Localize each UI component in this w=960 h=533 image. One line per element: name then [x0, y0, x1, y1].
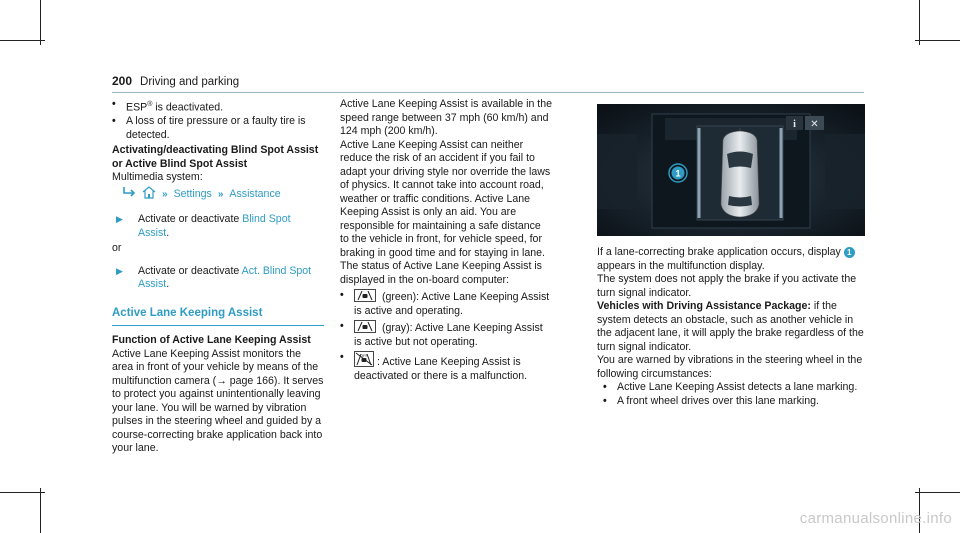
column-middle [340, 98, 552, 383]
list-item [597, 395, 865, 409]
page-header [112, 74, 239, 88]
section-title: Active Lane Keeping Assist [112, 306, 263, 319]
multifunction-display-image [597, 104, 865, 236]
crop-mark [0, 492, 45, 493]
paragraph: Active Lane Keeping Assist can neither reduce the risk of an accident if you fail to adapt your driving style nor override the laws of physics. It cannot take into account road, weather or traffic conditions. Active Lane Keeping Assist is only an aid. You are responsible for maintaining a safe distance to the vehicle in front, for vehicle speed, for braking in good time and for staying in lane. [340, 138, 551, 259]
bullet-glyph: • [112, 98, 116, 110]
list-item [112, 115, 324, 142]
status-text: (green): Active Lane Keeping Assist is active and operating. [354, 291, 550, 317]
crop-mark [919, 0, 920, 45]
lane-keeping-green-icon [354, 289, 376, 302]
bullet-text: A front wheel drives over this lane marking. [617, 394, 819, 407]
subheading: Activating/deactivating Blind Spot Assist or Active Blind Spot Assist [112, 144, 319, 170]
column-left [112, 98, 324, 456]
header-divider [112, 92, 864, 93]
step-text: . [166, 226, 170, 239]
esp-label: ESP [126, 101, 148, 114]
status-text: (gray): Active Lane Keeping Assist is active but not operating. [354, 322, 543, 348]
crop-mark [40, 488, 41, 533]
close-icon[interactable]: ✕ [810, 119, 819, 130]
bullet-text: Active Lane Keeping Assist detects a lane marking. [617, 381, 858, 393]
subheading: Function of Active Lane Keeping Assist [112, 334, 311, 347]
step-text: Activate or deactivate [138, 213, 243, 226]
crop-mark [915, 492, 960, 493]
or-label: or [112, 242, 122, 255]
section-divider [112, 325, 324, 326]
column-right [597, 98, 865, 408]
paragraph: Active Lane Keeping Assist monitors the area in front of your vehicle by means of the multifunction camera (→ page 166). It serves to protect you against unintentionally leaving your lane. You will be warned by vibration pulses in the steering wheel and guided by a course-correcting brake application back into your lane. [112, 347, 324, 455]
page-number: 200 [112, 74, 133, 88]
bullet-text: A loss of tire pressure or a faulty tire is detected. [126, 115, 306, 141]
step-text: Activate or deactivate [138, 264, 242, 277]
bold-lead: Vehicles with Driving Assistance Package: [597, 300, 811, 312]
bullet-glyph: • [603, 381, 607, 393]
paragraph: The system does not apply the brake if you activate the turn signal indicator. [597, 273, 857, 299]
step-arrow-icon: ▶ [116, 265, 123, 276]
bullet-glyph: • [340, 351, 344, 363]
menu-path-settings[interactable]: Settings [173, 187, 212, 200]
bullet-glyph: • [112, 115, 116, 128]
instruction-step [112, 213, 324, 240]
list-item [340, 351, 552, 383]
esp-text: is deactivated. [152, 101, 224, 114]
callout-badge: 1 [675, 168, 681, 179]
multimedia-label: Multimedia system: [112, 171, 203, 184]
lane-keeping-gray-icon [354, 320, 376, 333]
chevron-double-right-icon: » [162, 188, 168, 200]
list-item [340, 289, 552, 318]
chevron-double-right-icon: » [217, 188, 224, 200]
menu-path-assistance[interactable]: Assistance [229, 187, 281, 200]
paragraph: You are warned by vibrations in the steering wheel in the following circumstances: [597, 354, 863, 380]
home-icon[interactable] [142, 186, 156, 204]
bullet-glyph: • [603, 394, 607, 407]
step-arrow-icon: ▶ [116, 214, 123, 225]
crop-mark [915, 40, 960, 41]
text-run: if the system detects an obstacle, such as another vehicle in the adjacent lane, it will apply the brake regardless of the turn signal indicator. [597, 300, 864, 353]
watermark: carmanualsonline.info [799, 510, 952, 527]
instruction-step [112, 265, 324, 292]
callout-badge: 1 [844, 247, 855, 258]
crop-mark [0, 40, 45, 41]
paragraph [597, 300, 865, 354]
paragraph [597, 246, 865, 273]
status-text: : Active Lane Keeping Assist is deactivated or there is a malfunction. [354, 356, 528, 382]
paragraph: The status of Active Lane Keeping Assist is displayed in the on-board computer: [340, 260, 542, 286]
bullet-glyph: • [340, 289, 344, 301]
list-item [112, 98, 324, 115]
svg-text:OFF: OFF [360, 353, 368, 358]
text-run: appears in the multifunction display. [597, 259, 765, 272]
registered-mark: ® [147, 101, 153, 108]
menu-path [112, 186, 324, 204]
chapter-title: Driving and parking [140, 76, 240, 88]
crop-mark [40, 0, 41, 45]
bullet-glyph: • [340, 320, 344, 332]
display-illustration [597, 104, 865, 236]
blind-spot-assist-option[interactable]: Blind Spot Assist [138, 213, 291, 239]
active-blind-spot-assist-option[interactable]: Act. Blind Spot Assist [138, 264, 312, 291]
paragraph: Active Lane Keeping Assist is available in the speed range between 37 mph (60 km/h) and 124 mph (200 km/h). [340, 98, 553, 137]
list-item [597, 381, 865, 395]
text-run: If a lane-correcting brake application occurs, display [597, 246, 844, 258]
lane-keeping-off-icon [354, 351, 374, 367]
step-text: . [166, 278, 170, 291]
return-arrow-icon [122, 187, 136, 203]
list-item [340, 320, 552, 349]
info-icon[interactable]: i [793, 119, 796, 130]
